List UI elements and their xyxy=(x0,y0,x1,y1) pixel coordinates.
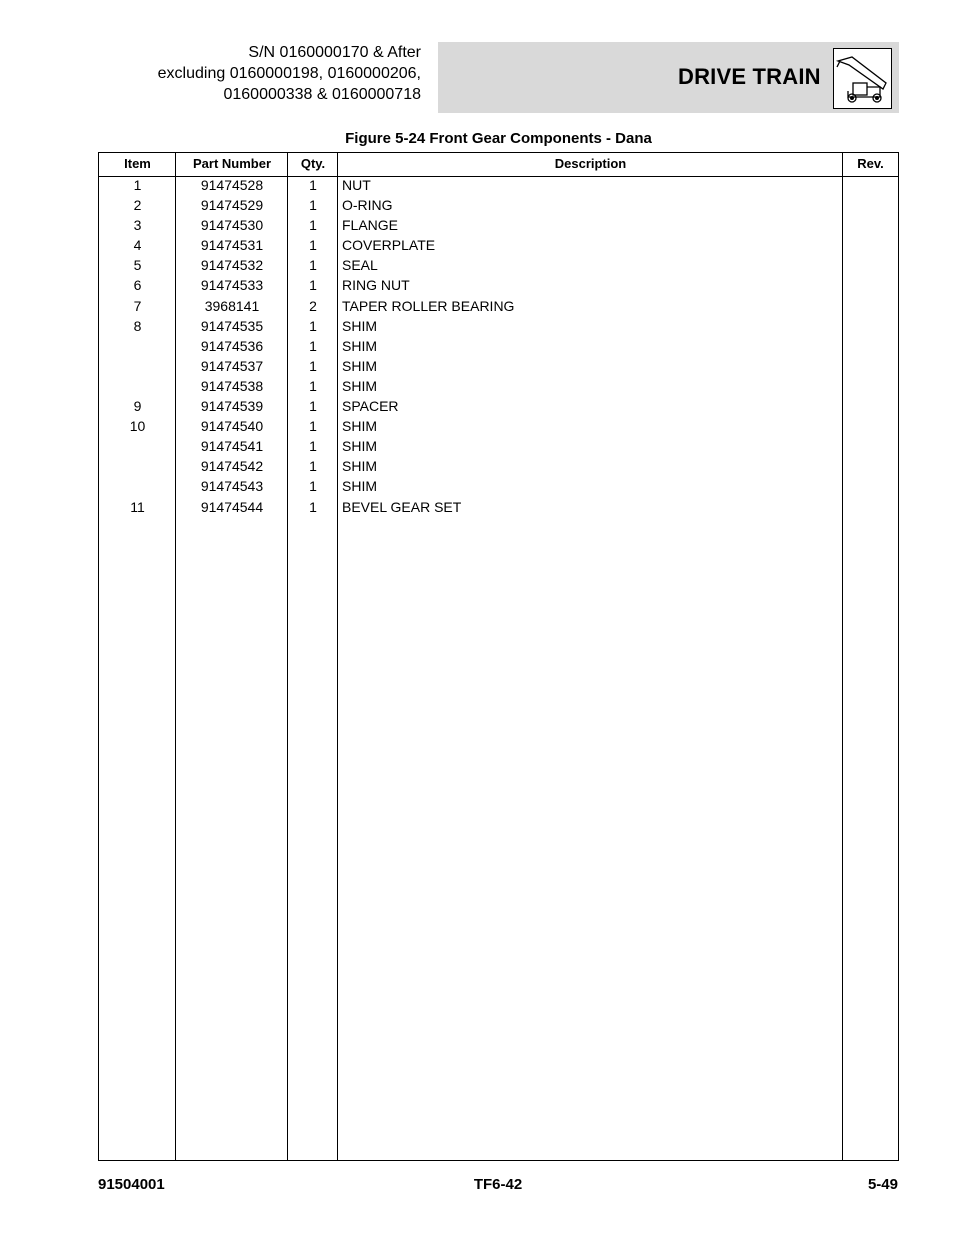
column-header-qty: Qty. xyxy=(300,156,326,171)
part-number-cell: 91474533 xyxy=(200,277,264,294)
qty-cell: 1 xyxy=(309,257,317,274)
table-row xyxy=(99,195,898,215)
item-cell: 10 xyxy=(129,418,146,435)
description-cell: SHIM xyxy=(342,458,377,475)
part-number-cell: 91474532 xyxy=(200,257,264,274)
qty-cell: 1 xyxy=(309,237,317,254)
description-cell: SEAL xyxy=(342,257,378,274)
description-cell: RING NUT xyxy=(342,277,410,294)
description-cell: SHIM xyxy=(342,357,377,374)
description-cell: SPACER xyxy=(342,398,399,415)
table-row xyxy=(99,316,898,336)
part-number-cell: 91474544 xyxy=(200,498,264,515)
description-cell: FLANGE xyxy=(342,217,399,234)
table-row xyxy=(99,396,898,416)
table-row xyxy=(99,356,898,376)
qty-cell: 1 xyxy=(309,478,317,495)
part-number-cell: 91474535 xyxy=(200,317,264,334)
table-row xyxy=(99,336,898,356)
part-number-cell: 91474541 xyxy=(200,438,264,455)
column-header-item: Item xyxy=(124,156,151,171)
description-cell: BEVEL GEAR SET xyxy=(342,498,462,515)
table-row xyxy=(99,175,898,195)
qty-cell: 1 xyxy=(309,498,317,515)
serial-number-block xyxy=(100,42,421,105)
item-cell: 5 xyxy=(133,257,142,274)
table-row xyxy=(99,476,898,496)
part-number-cell: 91474539 xyxy=(200,398,264,415)
item-cell: 11 xyxy=(130,498,145,515)
item-cell: 7 xyxy=(133,297,142,314)
qty-cell: 1 xyxy=(309,217,317,234)
item-cell: 3 xyxy=(133,217,142,234)
qty-cell: 1 xyxy=(309,357,317,374)
description-cell: SHIM xyxy=(342,337,377,354)
qty-cell: 1 xyxy=(309,317,317,334)
table-row xyxy=(99,436,898,456)
part-number-cell: 91474540 xyxy=(200,418,264,435)
qty-cell: 1 xyxy=(309,438,317,455)
figure-title: Figure 5-24 Front Gear Components - Dana xyxy=(345,130,652,147)
part-number-cell: 91474529 xyxy=(200,197,264,214)
table-row xyxy=(99,296,898,316)
description-cell: SHIM xyxy=(342,317,377,334)
qty-cell: 1 xyxy=(309,418,317,435)
part-number-cell: 91474538 xyxy=(200,377,264,394)
table-row xyxy=(99,255,898,275)
part-number-cell: 91474542 xyxy=(200,458,264,475)
part-number-cell: 91474530 xyxy=(200,217,264,234)
table-row xyxy=(99,235,898,255)
item-cell: 6 xyxy=(133,277,142,294)
qty-cell: 1 xyxy=(309,337,317,354)
table-row xyxy=(99,215,898,235)
document-number: 91504001 xyxy=(98,1176,165,1193)
part-number-cell: 91474543 xyxy=(200,478,264,495)
qty-cell: 1 xyxy=(309,177,317,193)
section-title: DRIVE TRAIN xyxy=(678,64,821,89)
part-number-cell: 91474537 xyxy=(200,357,264,374)
serial-line: S/N 0160000170 & After xyxy=(248,44,421,61)
qty-cell: 1 xyxy=(309,377,317,394)
section-banner xyxy=(438,42,899,113)
part-number-cell: 91474531 xyxy=(200,237,264,254)
qty-cell: 1 xyxy=(309,277,317,294)
qty-cell: 1 xyxy=(309,458,317,475)
description-cell: O-RING xyxy=(342,197,393,214)
part-number-cell: 91474528 xyxy=(200,177,264,193)
description-cell: NUT xyxy=(342,177,371,193)
telehandler-icon xyxy=(833,48,892,109)
item-cell: 2 xyxy=(133,197,142,214)
description-cell: SHIM xyxy=(342,418,377,435)
description-cell: SHIM xyxy=(342,377,377,394)
page-number: 5-49 xyxy=(867,1176,898,1193)
serial-line: excluding 0160000198, 0160000206, xyxy=(157,65,421,82)
table-row xyxy=(99,376,898,396)
serial-line: 0160000338 & 0160000718 xyxy=(223,86,421,103)
parts-table xyxy=(98,152,899,1161)
part-number-cell: 91474536 xyxy=(200,337,264,354)
table-body xyxy=(99,175,898,517)
description-cell: SHIM xyxy=(342,478,377,495)
column-header-description: Description xyxy=(554,156,627,171)
table-row xyxy=(99,497,898,517)
column-header-rev: Rev. xyxy=(857,156,884,171)
qty-cell: 1 xyxy=(309,398,317,415)
table-row xyxy=(99,275,898,295)
description-cell: SHIM xyxy=(342,438,377,455)
model-code: TF6-42 xyxy=(473,1176,523,1193)
description-cell: COVERPLATE xyxy=(342,237,436,254)
qty-cell: 1 xyxy=(309,197,317,214)
item-cell: 1 xyxy=(133,177,142,193)
part-number-cell: 3968141 xyxy=(204,297,260,314)
item-cell: 4 xyxy=(133,237,142,254)
table-row xyxy=(99,416,898,436)
item-cell: 8 xyxy=(133,317,142,334)
table-row xyxy=(99,456,898,476)
item-cell: 9 xyxy=(133,398,142,415)
column-header-part-number: Part Number xyxy=(192,156,272,171)
description-cell: TAPER ROLLER BEARING xyxy=(342,297,515,314)
qty-cell: 2 xyxy=(309,297,317,314)
